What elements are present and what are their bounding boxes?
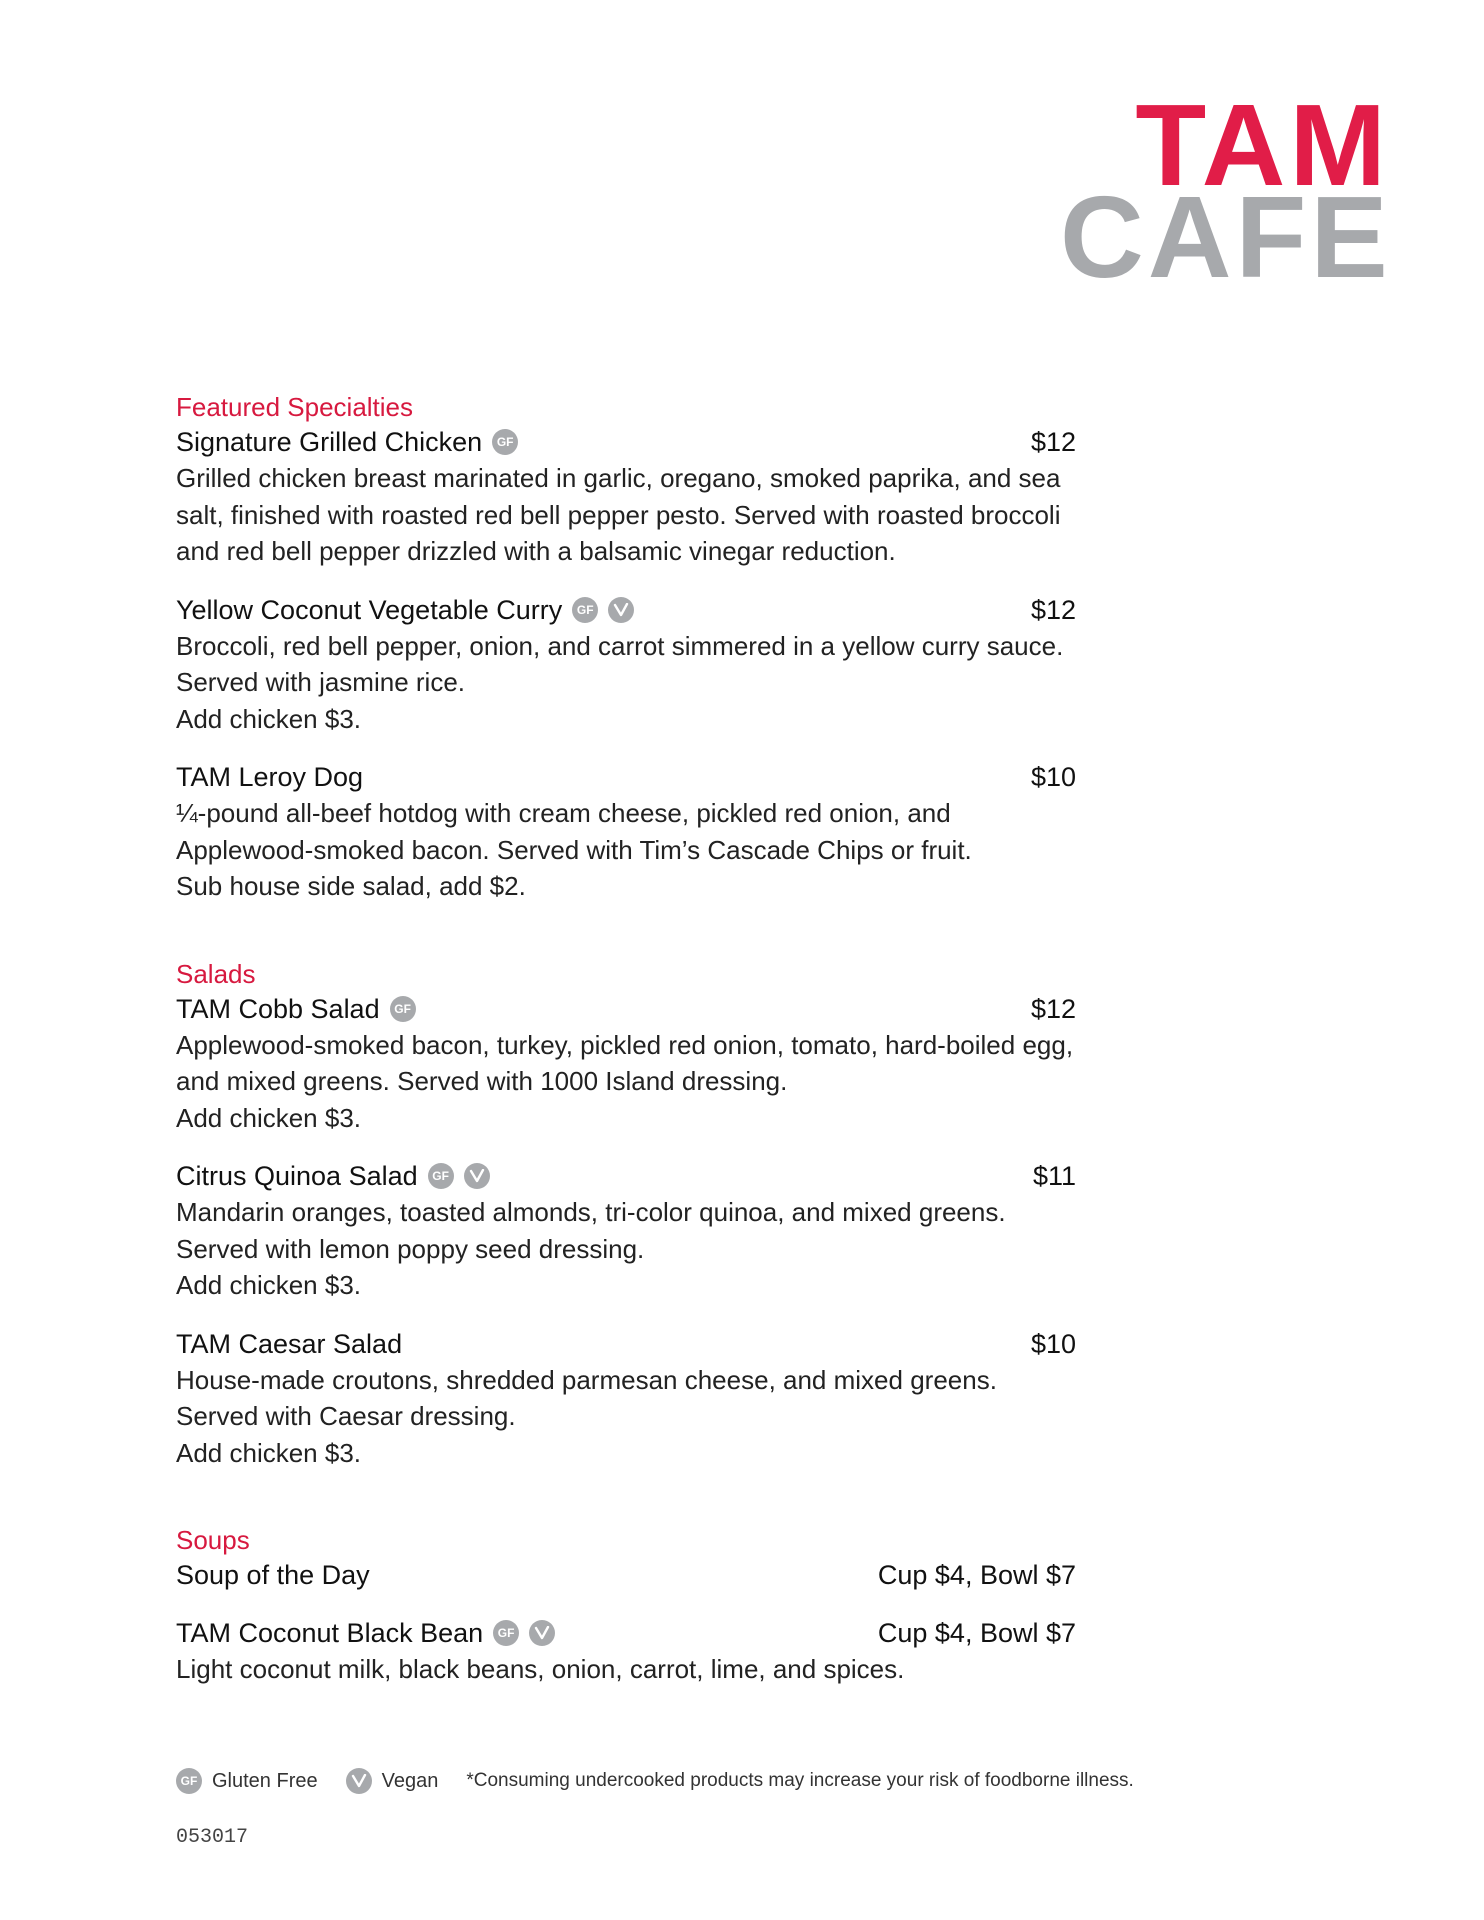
gluten-free-icon: GF xyxy=(428,1163,454,1189)
menu-item xyxy=(176,1158,1076,1304)
item-name: TAM Leroy Dog xyxy=(176,762,364,792)
description-line: Applewood-smoked bacon, turkey, pickled red onion, tomato, hard-boiled egg, xyxy=(176,1029,1074,1060)
menu-content xyxy=(176,390,1076,1740)
item-description xyxy=(176,1362,1076,1472)
description-line: Applewood-smoked bacon. Served with Tim’s Cascade Chips or fruit. xyxy=(176,834,972,865)
tam-cafe-logo xyxy=(1060,80,1392,302)
item-price: $11 xyxy=(1032,1161,1076,1191)
legend-gluten-free xyxy=(176,1768,318,1794)
item-price: Cup $4, Bowl $7 xyxy=(877,1618,1076,1648)
menu-item-header xyxy=(176,592,1076,628)
gluten-free-icon: GF xyxy=(493,1620,519,1646)
item-price: $10 xyxy=(1030,762,1076,792)
legend-vegan xyxy=(346,1768,439,1794)
menu-item-header xyxy=(176,991,1076,1027)
description-line: Add chicken $3. xyxy=(176,703,362,734)
description-line: Sub house side salad, add $2. xyxy=(176,871,526,901)
description-line: salt, finished with roasted red bell pepper pesto. Served with roasted broccoli xyxy=(176,499,1061,530)
section-title: Featured Specialties xyxy=(176,392,414,422)
description-line: Served with jasmine rice. xyxy=(176,667,465,697)
item-price: $12 xyxy=(1030,594,1076,625)
food-safety-footnote: *Consuming undercooked products may increase your risk of foodborne illness. xyxy=(466,1770,1134,1791)
legend-vegan-label: Vegan xyxy=(381,1769,439,1792)
description-line: and red bell pepper drizzled with a balsamic vinegar reduction. xyxy=(176,536,896,566)
description-line: House-made croutons, shredded parmesan cheese, and mixed greens. xyxy=(176,1364,997,1395)
section-title: Soups xyxy=(176,1525,250,1555)
description-line: Grilled chicken breast marinated in garlic, oregano, smoked paprika, and sea xyxy=(176,463,1061,493)
menu-section xyxy=(176,1523,1076,1688)
vegan-icon xyxy=(608,597,634,623)
vegan-icon xyxy=(529,1620,555,1646)
item-name: TAM Coconut Black Bean xyxy=(176,1618,484,1648)
section-title: Salads xyxy=(176,958,256,989)
description-line: Add chicken $3. xyxy=(176,1270,362,1300)
logo-cafe: CAFE xyxy=(1060,172,1392,302)
item-description xyxy=(176,1027,1076,1137)
description-line: and mixed greens. Served with 1000 Island dressing. xyxy=(176,1066,788,1096)
item-name: Yellow Coconut Vegetable Curry xyxy=(176,594,563,625)
vegan-icon xyxy=(346,1768,372,1794)
description-line: Mandarin oranges, toasted almonds, tri-color quinoa, and mixed greens. xyxy=(176,1197,1006,1227)
menu-code: 053017 xyxy=(176,1826,249,1849)
description-line: Light coconut milk, black beans, onion, carrot, lime, and spices. xyxy=(176,1654,905,1684)
item-price: $12 xyxy=(1030,993,1076,1024)
item-name: Soup of the Day xyxy=(176,1560,370,1590)
menu-item xyxy=(176,424,1076,570)
gluten-free-icon: GF xyxy=(390,996,416,1022)
legend-gluten-free-label: Gluten Free xyxy=(212,1769,318,1792)
menu-item-header xyxy=(176,1615,1076,1651)
description-line: Served with lemon poppy seed dressing. xyxy=(176,1233,645,1264)
description-line: Broccoli, red bell pepper, onion, and carrot simmered in a yellow curry sauce. xyxy=(176,630,1064,661)
item-description xyxy=(176,795,1076,905)
menu-item-header xyxy=(176,1326,1076,1362)
menu-item xyxy=(176,1615,1076,1688)
description-line: Add chicken $3. xyxy=(176,1102,362,1133)
gluten-free-icon: GF xyxy=(176,1768,202,1794)
menu-item-header xyxy=(176,1557,1076,1593)
menu-item-header xyxy=(176,759,1076,795)
item-name: TAM Caesar Salad xyxy=(176,1328,403,1359)
gluten-free-icon: GF xyxy=(492,429,518,455)
vegan-icon xyxy=(464,1163,490,1189)
item-price: $10 xyxy=(1030,1328,1076,1359)
gluten-free-icon: GF xyxy=(572,597,598,623)
description-line: Served with Caesar dressing. xyxy=(176,1401,516,1431)
menu-section xyxy=(176,957,1076,1472)
menu-item xyxy=(176,1557,1076,1593)
menu-section xyxy=(176,390,1076,905)
item-name: Signature Grilled Chicken xyxy=(176,427,483,457)
menu-item xyxy=(176,759,1076,905)
menu-item-header xyxy=(176,424,1076,460)
item-description xyxy=(176,1651,1076,1688)
menu-item xyxy=(176,592,1076,738)
logo-tam: TAM xyxy=(1135,80,1390,210)
menu-item xyxy=(176,1326,1076,1472)
item-price: $12 xyxy=(1030,427,1076,457)
item-name: Citrus Quinoa Salad xyxy=(176,1161,418,1191)
item-price: Cup $4, Bowl $7 xyxy=(877,1560,1076,1590)
legend-footer xyxy=(176,1768,1416,1794)
item-description xyxy=(176,460,1076,570)
menu-item-header xyxy=(176,1158,1076,1194)
description-line: Add chicken $3. xyxy=(176,1437,362,1468)
item-description xyxy=(176,1194,1076,1304)
item-description xyxy=(176,628,1076,738)
item-name: TAM Cobb Salad xyxy=(176,993,380,1024)
menu-item xyxy=(176,991,1076,1137)
description-line: ¼-pound all-beef hotdog with cream cheese, pickled red onion, and xyxy=(176,798,951,828)
